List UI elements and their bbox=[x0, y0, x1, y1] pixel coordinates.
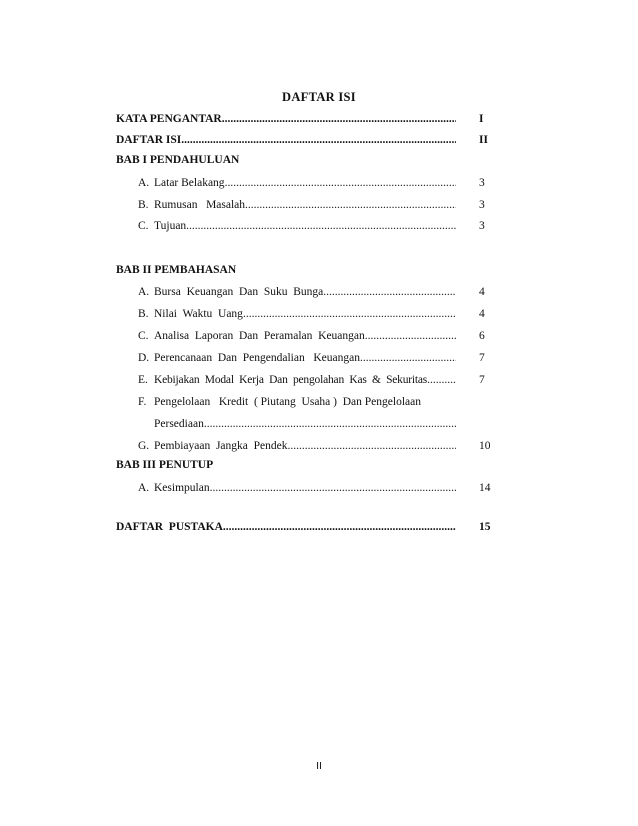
toc-heading-bab-1 bbox=[116, 151, 496, 169]
entry-label: DAFTAR PUSTAKA bbox=[116, 521, 223, 533]
heading-label: BAB I PENDAHULUAN bbox=[116, 154, 240, 166]
toc-entry-perencanaan bbox=[116, 349, 496, 367]
dot-leader bbox=[360, 349, 456, 367]
dot-leader bbox=[210, 479, 456, 497]
dot-leader bbox=[243, 305, 456, 323]
entry-page-number: 7 bbox=[479, 352, 485, 364]
entry-letter: B. bbox=[138, 308, 149, 320]
toc-entry-nilai-waktu-uang bbox=[116, 305, 496, 323]
entry-letter bbox=[138, 415, 154, 433]
toc-entry-kata-pengantar bbox=[116, 110, 496, 128]
entry-letter: A. bbox=[138, 482, 150, 494]
toc-heading-bab-2 bbox=[116, 261, 496, 279]
heading-label: BAB II PEMBAHASAN bbox=[116, 264, 237, 276]
entry-page-number: 10 bbox=[479, 440, 491, 452]
toc-title: DAFTAR ISI bbox=[282, 90, 356, 104]
toc-entry-analisa-laporan bbox=[116, 327, 496, 345]
entry-page-number: II bbox=[479, 134, 488, 146]
entry-label: Kesimpulan bbox=[154, 482, 210, 494]
toc-entry-daftar-pustaka bbox=[116, 518, 496, 536]
dot-leader bbox=[222, 110, 456, 128]
dot-leader bbox=[245, 196, 456, 214]
entry-page-number: 3 bbox=[479, 220, 485, 232]
entry-page-number: 15 bbox=[479, 521, 491, 533]
entry-letter: A. bbox=[138, 286, 150, 298]
entry-page-number: 14 bbox=[479, 482, 491, 494]
entry-label: Analisa Laporan Dan Peramalan Keuangan. bbox=[154, 330, 368, 342]
entry-label: Pengelolaan Kredit ( Piutang Usaha ) Dan Pengelolaan bbox=[154, 396, 421, 408]
entry-label: Perencanaan Dan Pengendalian Keuangan bbox=[154, 352, 360, 364]
entry-label: Latar Belakang bbox=[154, 177, 225, 189]
entry-page-number: 3 bbox=[479, 177, 485, 189]
entry-letter: A. bbox=[138, 177, 150, 189]
dot-leader bbox=[368, 327, 456, 345]
entry-label: DAFTAR ISI bbox=[116, 134, 182, 146]
entry-letter: F. bbox=[138, 396, 147, 408]
entry-label: KATA PENGANTAR bbox=[116, 113, 222, 125]
entry-letter: B. bbox=[138, 199, 149, 211]
toc-heading-bab-3 bbox=[116, 456, 496, 474]
toc-entry-tujuan bbox=[116, 217, 496, 235]
entry-letter: G. bbox=[138, 440, 150, 452]
entry-page-number: I bbox=[479, 113, 484, 125]
toc-entry-bursa-keuangan bbox=[116, 283, 496, 301]
heading-label: BAB III PENUTUP bbox=[116, 459, 214, 471]
dot-leader bbox=[421, 393, 456, 411]
entry-page-number: 4 bbox=[479, 286, 485, 298]
entry-label: Tujuan bbox=[154, 220, 187, 232]
toc-entry-daftar-isi bbox=[116, 131, 496, 149]
entry-page-number: 3 bbox=[479, 199, 485, 211]
entry-label: Kebijakan Modal Kerja Dan pengolahan Kas & Sekuritas bbox=[154, 374, 428, 386]
toc-entry-persediaan bbox=[116, 415, 496, 433]
toc-entry-pengelolaan-kredit bbox=[116, 393, 496, 411]
entry-label: Nilai Waktu Uang bbox=[154, 308, 243, 320]
dot-leader bbox=[204, 415, 456, 433]
dot-leader bbox=[225, 174, 456, 192]
dot-leader bbox=[323, 283, 456, 301]
entry-page-number: 7 bbox=[479, 374, 485, 386]
entry-label: Pembiayaan Jangka Pendek bbox=[154, 440, 288, 452]
toc-entry-kesimpulan bbox=[116, 479, 496, 497]
dot-leader bbox=[223, 518, 456, 536]
entry-label: Persediaan bbox=[154, 418, 204, 430]
entry-letter: C. bbox=[138, 220, 149, 232]
entry-letter: D. bbox=[138, 352, 150, 364]
entry-label: Rumusan Masalah bbox=[154, 199, 246, 211]
dot-leader bbox=[181, 131, 456, 149]
entry-label: Bursa Keuangan Dan Suku Bunga bbox=[154, 286, 324, 298]
entry-page-number: 6 bbox=[479, 330, 485, 342]
toc-entry-pembiayaan bbox=[116, 437, 496, 455]
toc-entry-latar-belakang bbox=[116, 174, 496, 192]
footer-page-number: II bbox=[316, 760, 322, 772]
toc-entry-rumusan-masalah bbox=[116, 196, 496, 214]
dot-leader bbox=[288, 437, 457, 455]
toc-entry-kebijakan-modal bbox=[116, 371, 496, 389]
dot-leader bbox=[427, 371, 456, 389]
entry-letter: C. bbox=[138, 330, 149, 342]
entry-letter: E. bbox=[138, 374, 148, 386]
dot-leader bbox=[186, 217, 456, 235]
entry-page-number: 4 bbox=[479, 308, 485, 320]
